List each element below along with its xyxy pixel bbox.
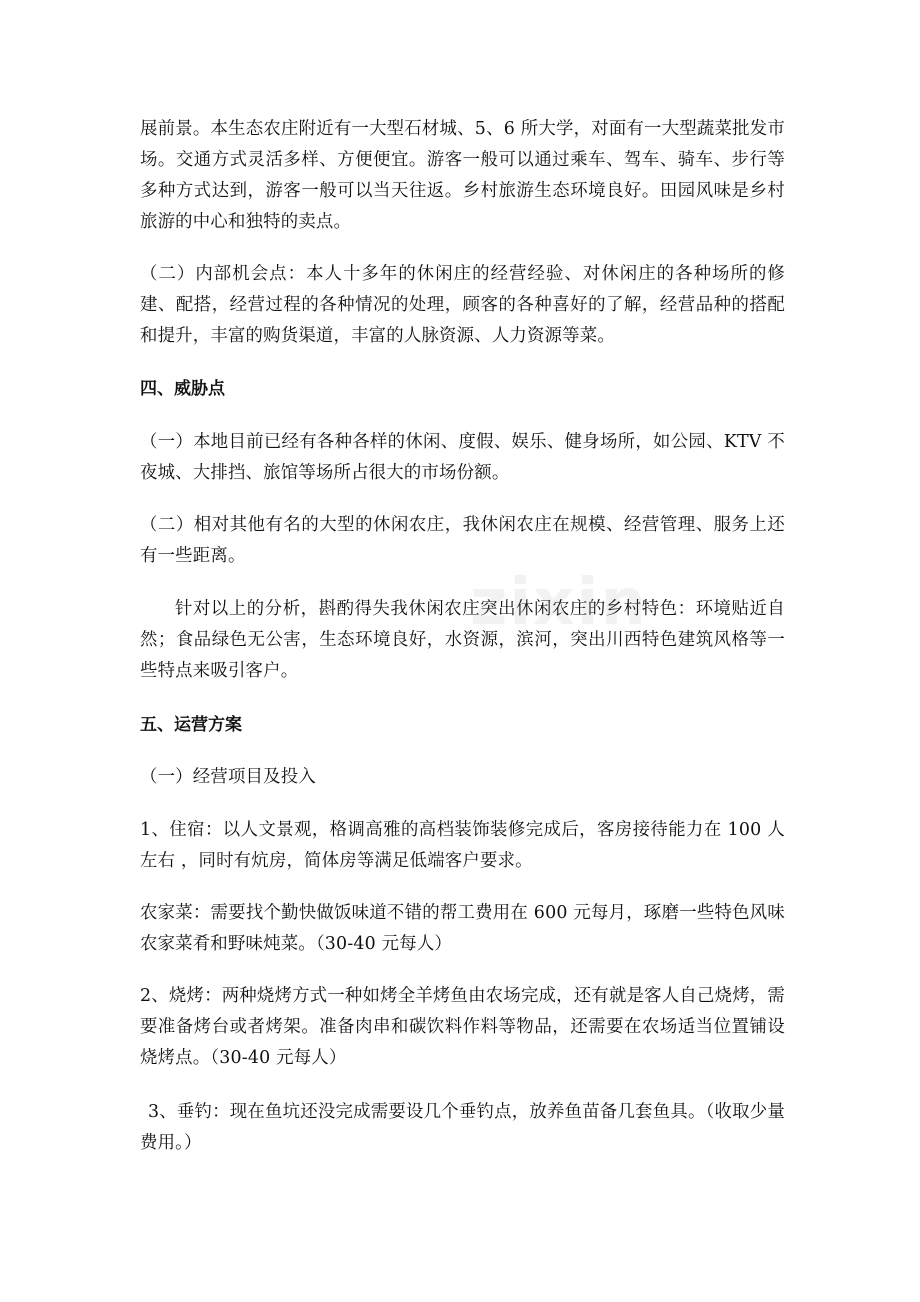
paragraph-internal-opportunities: （二）内部机会点：本人十多年的休闲庄的经营经验、对休闲庄的各种场所的修建、配搭，经营过程的各种情况的处理，顾客的各种喜好的了解，经营品种的搭配和提升，丰富的购货渠道，丰富的人脉资源、人力资源等菜。 bbox=[140, 264, 785, 346]
paragraph-fishing: 3、垂钓：现在鱼坑还没完成需要设几个垂钓点，放养鱼苗备几套鱼具。（收取少量费用。） bbox=[140, 1102, 785, 1153]
paragraph-lodging: 1、住宿：以人文景观，格调高雅的高档装饰装修完成后，客房接待能力在 100 人左右 ，同时有炕房，简体房等满足低端客户要求。 bbox=[140, 820, 785, 871]
paragraph-threat-two: （二）相对其他有名的大型的休闲农庄，我休闲农庄在规模、经营管理、服务上还有一些距离。 bbox=[140, 515, 785, 566]
paragraph-farm-dishes: 农家菜：需要找个勤快做饭味道不错的帮工费用在 600 元每月，琢磨一些特色风味农家菜肴和野味炖菜。（30-40 元每人） bbox=[140, 903, 785, 954]
heading-operations-plan: 五、运营方案 bbox=[140, 715, 242, 735]
paragraph-barbecue: 2、烧烤：两种烧烤方式一种如烤全羊烤鱼由农场完成，还有就是客人自己烧烤，需要准备烤台或者烤架。准备肉串和碳饮料作料等物品，还需要在农场适当位置铺设烧烤点。（30-40 元每人） bbox=[140, 986, 785, 1068]
paragraph-analysis: 针对以上的分析，斟酌得失我休闲农庄突出休闲农庄的乡村特色：环境贴近自然；食品绿色无公害，生态环境良好，水资源，滨河，突出川西特色建筑风格等一些特点来吸引客户。 bbox=[140, 599, 785, 681]
paragraph-prospects: 展前景。本生态农庄附近有一大型石材城、5、6 所大学，对面有一大型蔬菜批发市场。交通方式灵活多样、方便便宜。游客一般可以通过乘车、驾车、骑车、步行等多种方式达到，游客一般可以当天往返。乡村旅游生态环境良好。田园风味是乡村旅游的中心和独特的卖点。 bbox=[140, 119, 785, 232]
watermark-text: zixin bbox=[470, 566, 648, 640]
paragraph-threat-one: （一）本地目前已经有各种各样的休闲、度假、娱乐、健身场所，如公园、KTV 不夜城、大排挡、旅馆等场所占很大的市场份额。 bbox=[140, 432, 785, 483]
paragraph-projects-investment: （一）经营项目及投入 bbox=[140, 767, 316, 787]
heading-threats: 四、威胁点 bbox=[140, 379, 225, 399]
